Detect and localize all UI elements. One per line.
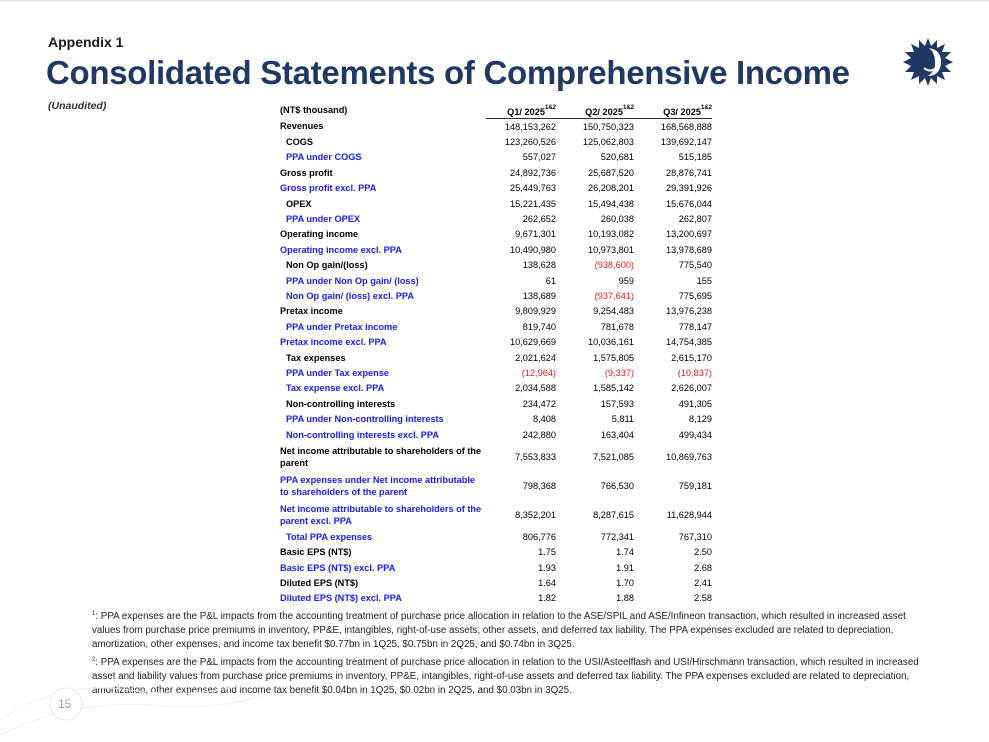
table-row xyxy=(280,396,712,411)
table-row xyxy=(280,350,712,365)
cell-value: 1.93 xyxy=(538,562,556,573)
table-row xyxy=(280,227,712,242)
table-body xyxy=(280,119,712,607)
table-row xyxy=(280,258,712,273)
row-label: Net income attributable to shareholders of the parent xyxy=(280,445,482,468)
table-row xyxy=(280,365,712,380)
column-footnote: 1&2 xyxy=(622,105,634,111)
table-row xyxy=(280,242,712,257)
column-label: Q1/ 2025 xyxy=(507,107,545,117)
cell-value: 13,200,697 xyxy=(666,229,712,240)
cell-value: 1.88 xyxy=(616,593,634,604)
cell-value: 24,892,736 xyxy=(510,167,556,178)
table-row xyxy=(280,471,712,500)
unit-label: (NT$ thousand) xyxy=(280,105,348,116)
cell-value: 9,671,301 xyxy=(515,229,556,240)
cell-value: 775,695 xyxy=(678,290,712,301)
row-label: Non-controlling interests excl. PPA xyxy=(286,429,439,440)
table-row xyxy=(280,288,712,303)
table-row xyxy=(280,181,712,196)
column-label: Q2/ 2025 xyxy=(585,107,623,117)
cell-value: 11,628,944 xyxy=(666,509,712,520)
footnote-mark: 1 xyxy=(92,611,96,617)
row-label: PPA under COGS xyxy=(286,152,362,163)
unaudited-label: (Unaudited) xyxy=(48,100,107,112)
row-label: PPA expenses under Net income attributable to shareholders of the parent xyxy=(280,474,476,497)
cell-value: 2.68 xyxy=(694,562,712,573)
cell-value: (10,837) xyxy=(677,367,712,378)
row-label: PPA under Tax expense xyxy=(286,367,389,378)
cell-value: 1,575,805 xyxy=(593,352,634,363)
cell-value: 15,221,435 xyxy=(510,198,556,209)
cell-value: 10,193,082 xyxy=(588,229,634,240)
cell-value: (12,964) xyxy=(521,367,556,378)
cell-value: 5,811 xyxy=(611,414,634,425)
row-label: Net income attributable to shareholders of the parent excl. PPA xyxy=(280,503,482,526)
cell-value: 28,876,741 xyxy=(666,167,712,178)
cell-value: (9,337) xyxy=(604,367,634,378)
cell-value: 9,254,483 xyxy=(593,306,634,317)
cell-value: 61 xyxy=(545,275,556,286)
cell-value: 150,750,323 xyxy=(582,121,634,132)
row-label: Non Op gain/(loss) xyxy=(286,260,368,271)
table-row xyxy=(280,196,712,211)
cell-value: 14,754,385 xyxy=(666,337,712,348)
page-title: Consolidated Statements of Comprehensive Income xyxy=(46,54,850,91)
table-row xyxy=(280,500,712,529)
cell-value: 2,615,170 xyxy=(671,352,712,363)
cell-value: 775,540 xyxy=(678,260,712,271)
table-row xyxy=(280,529,712,544)
cell-value: 242,880 xyxy=(522,429,556,440)
cell-value: 125,062,803 xyxy=(582,137,634,148)
cell-value: 10,629,669 xyxy=(510,337,556,348)
table-row xyxy=(280,211,712,226)
row-label: Basic EPS (NT$) xyxy=(280,547,352,558)
cell-value: 10,869,763 xyxy=(666,451,712,462)
cell-value: 8,408 xyxy=(533,414,556,425)
cell-value: 168,568,888 xyxy=(660,121,712,132)
table-row xyxy=(280,591,712,606)
row-label: Diluted EPS (NT$) excl. PPA xyxy=(280,593,402,604)
table-row xyxy=(280,442,712,471)
row-label: PPA under Pretax income xyxy=(286,321,398,332)
row-label: PPA under Non Op gain/ (loss) xyxy=(286,275,419,286)
cell-value: 766,530 xyxy=(600,480,634,491)
table-row xyxy=(280,545,712,560)
footnote-1 xyxy=(92,607,932,653)
row-label: Operating income excl. PPA xyxy=(280,244,402,255)
cell-value: 798,368 xyxy=(522,480,556,491)
cell-value: 557,027 xyxy=(522,152,556,163)
footnote-text: : PPA expenses are the P&L impacts from the accounting treatment of purchase price allocation in relation to the ASE/SPIL and ASE/Infineon transaction, which resulted in increased asset values from purchase price premiums in inventory, PP&E, intangibles, right-of-use assets, other assets, and deferred tax liability. The PPA expenses excluded are related to depreciation, amortization, other expenses, and income tax benefit $0.77bn in 1Q25, $0.75bn in 2Q25, and $0.74bn in 3Q25. xyxy=(92,611,906,651)
column-header xyxy=(556,102,634,119)
cell-value: 10,490,980 xyxy=(510,244,556,255)
cell-value: 772,341 xyxy=(600,531,634,542)
cell-value: 1.75 xyxy=(538,547,556,558)
table-row xyxy=(280,273,712,288)
cell-value: 2.41 xyxy=(694,578,712,589)
row-label: Pretax income excl. PPA xyxy=(280,337,387,348)
row-label: Tax expenses xyxy=(286,352,346,363)
cell-value: 819,740 xyxy=(522,321,556,332)
table-row xyxy=(280,134,712,149)
cell-value: 520,681 xyxy=(600,152,634,163)
cell-value: 15,494,438 xyxy=(588,198,634,209)
table-row xyxy=(280,334,712,349)
cell-value: 262,652 xyxy=(522,214,556,225)
cell-value: 2,626,007 xyxy=(671,383,712,394)
table-row xyxy=(280,411,712,426)
cell-value: 491,305 xyxy=(678,398,712,409)
cell-value: 1,585,142 xyxy=(593,383,634,394)
cell-value: 8,129 xyxy=(689,414,712,425)
column-footnote: 1&2 xyxy=(544,105,556,111)
cell-value: 25,449,763 xyxy=(510,183,556,194)
top-border xyxy=(0,0,989,1)
cell-value: 2.58 xyxy=(694,593,712,604)
column-label: Q3/ 2025 xyxy=(663,107,701,117)
row-label: Total PPA expenses xyxy=(286,531,373,542)
cell-value: 123,260,526 xyxy=(504,137,556,148)
row-label: COGS xyxy=(286,137,314,148)
cell-value: (938,600) xyxy=(594,260,634,271)
cell-value: 515,185 xyxy=(678,152,712,163)
row-label: Basic EPS (NT$) excl. PPA xyxy=(280,562,396,573)
table-row xyxy=(280,304,712,319)
column-header xyxy=(486,102,556,119)
decorative-lines xyxy=(0,660,260,742)
cell-value: 959 xyxy=(618,275,634,286)
cell-value: 138,689 xyxy=(522,290,556,301)
cell-value: 139,692,147 xyxy=(660,137,712,148)
table-row xyxy=(280,381,712,396)
cell-value: 2,021,624 xyxy=(515,352,556,363)
cell-value: 8,352,201 xyxy=(515,509,556,520)
cell-value: 8,287,615 xyxy=(593,509,634,520)
row-label: PPA under OPEX xyxy=(286,214,361,225)
table-row xyxy=(280,150,712,165)
sun-logo-icon xyxy=(902,36,954,88)
table-header-row xyxy=(280,102,712,119)
cell-value: 1.70 xyxy=(616,578,634,589)
cell-value: (937,641) xyxy=(594,290,634,301)
footnote-mark: 2 xyxy=(92,656,96,663)
cell-value: 806,776 xyxy=(522,531,556,542)
table-row xyxy=(280,575,712,590)
cell-value: 25,687,520 xyxy=(588,167,634,178)
cell-value: 499,434 xyxy=(678,429,712,440)
cell-value: 767,310 xyxy=(678,531,712,542)
row-label: Gross profit excl. PPA xyxy=(280,183,377,194)
row-label: Non Op gain/ (loss) excl. PPA xyxy=(286,290,414,301)
cell-value: 7,553,833 xyxy=(515,451,556,462)
cell-value: 1.91 xyxy=(616,562,634,573)
cell-value: 9,809,929 xyxy=(515,306,556,317)
table-row xyxy=(280,165,712,180)
cell-value: 13,976,238 xyxy=(666,306,712,317)
cell-value: 29,391,926 xyxy=(666,183,712,194)
footnote-text: : PPA expenses are the P&L impacts from the accounting treatment of purchase price allocation in relation to the USI/Asteelflash and USI/Hirschmann transaction, which resulted in increased asset and liability values from purchase price premiums in inventory, PP&E, intangibles, right-of-use assets and deferred tax liability. The PPA expenses excluded are related to depreciation, amortization, other expenses and income tax benefit $0.04bn in 1Q25, $0.02bn in 2Q25, and $0.03bn in 3Q25. xyxy=(92,656,919,697)
cell-value: 148,153,262 xyxy=(504,121,556,132)
row-label: Gross profit xyxy=(280,167,333,178)
cell-value: 138,628 xyxy=(522,260,556,271)
row-label: Tax expense excl. PPA xyxy=(286,383,385,394)
cell-value: 13,978,689 xyxy=(666,244,712,255)
row-label: PPA under Non-controlling interests xyxy=(286,414,444,425)
cell-value: 157,593 xyxy=(600,398,634,409)
table-row xyxy=(280,560,712,575)
row-label: Pretax income xyxy=(280,306,343,317)
row-label: Revenues xyxy=(280,121,324,132)
page-number: 15 xyxy=(58,697,72,711)
cell-value: 10,973,801 xyxy=(588,244,634,255)
appendix-label: Appendix 1 xyxy=(48,34,124,50)
cell-value: 1.82 xyxy=(538,593,556,604)
cell-value: 15,676,044 xyxy=(666,198,712,209)
cell-value: 781,678 xyxy=(600,321,634,332)
cell-value: 1.74 xyxy=(616,547,634,558)
cell-value: 163,404 xyxy=(600,429,634,440)
column-header xyxy=(634,102,712,119)
cell-value: 26,208,201 xyxy=(588,183,634,194)
income-statement-table xyxy=(280,102,712,606)
cell-value: 1.64 xyxy=(538,578,556,589)
cell-value: 2.50 xyxy=(694,547,712,558)
cell-value: 234,472 xyxy=(522,398,556,409)
column-footnote: 1&2 xyxy=(700,105,712,111)
cell-value: 10,036,161 xyxy=(588,337,634,348)
cell-value: 155 xyxy=(696,275,712,286)
table-row xyxy=(280,319,712,334)
row-label: Diluted EPS (NT$) xyxy=(280,578,359,589)
cell-value: 2,034,588 xyxy=(515,383,556,394)
cell-value: 260,038 xyxy=(600,214,634,225)
table-row xyxy=(280,119,712,135)
cell-value: 759,181 xyxy=(678,480,712,491)
row-label: Operating income xyxy=(280,229,359,240)
cell-value: 778,147 xyxy=(678,321,712,332)
row-label: Non-controlling interests xyxy=(286,398,396,409)
row-label: OPEX xyxy=(286,198,312,209)
cell-value: 262,807 xyxy=(678,214,712,225)
cell-value: 7,521,085 xyxy=(593,451,634,462)
table-row xyxy=(280,427,712,442)
